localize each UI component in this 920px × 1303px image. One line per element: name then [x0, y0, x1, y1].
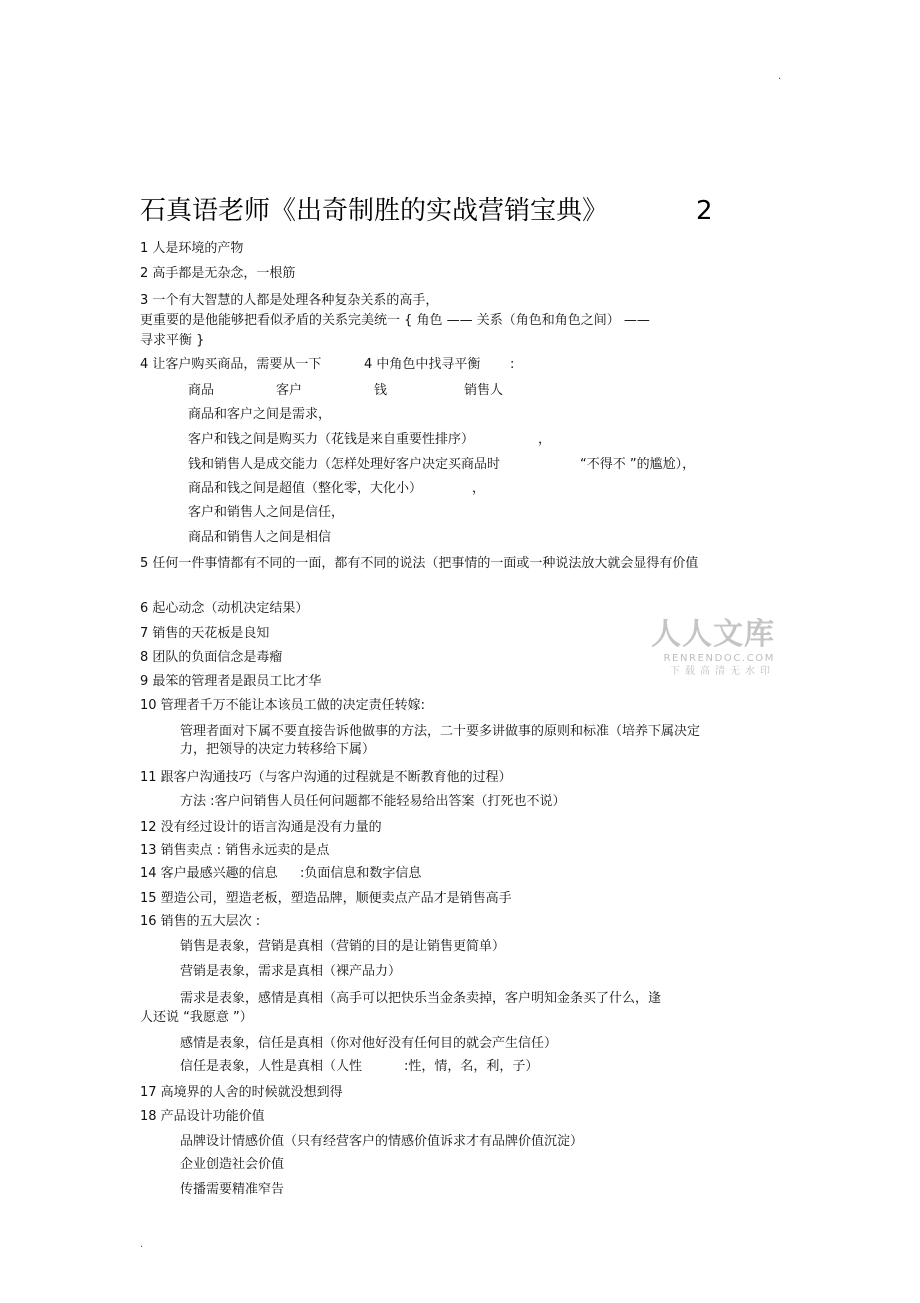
item-2: 2 高手都是无杂念，一根筋: [140, 266, 296, 281]
item-16: 16 销售的五大层次 :: [140, 914, 261, 929]
item-6: 6 起心动念（动机决定结果）: [140, 601, 309, 616]
item-16-level-4: 感情是表象，信任是真相（你对他好没有任何目的就会产生信任）: [180, 1036, 558, 1051]
item-8: 8 团队的负面信念是毒瘤: [140, 650, 283, 665]
item-18-communication: 传播需要精准窄告: [180, 1182, 285, 1197]
item-4-text: 4 让客户购买商品，需要从一下: [140, 357, 322, 372]
watermark-brand: 人人文库: [651, 617, 775, 652]
relation-1: 商品和客户之间是需求，: [188, 407, 332, 422]
role-product: 商品: [188, 383, 215, 398]
item-4-roles-intro: 4 中角色中找寻平衡: [364, 357, 481, 372]
item-9: 9 最笨的管理者是跟员工比才华: [140, 674, 322, 689]
item-16-level-2: 营销是表象，需求是真相（裸产品力）: [180, 964, 402, 979]
watermark-url: RENRENDOC.COM: [663, 653, 775, 664]
role-money: 钱: [374, 383, 388, 398]
item-16-level-3-line-1: 需求是表象，感情是真相（高手可以把快乐当金条卖掉，客户明知金条买了什么，逢: [180, 991, 662, 1006]
item-17: 17 高境界的人舍的时候就没想到得: [140, 1085, 343, 1100]
title-text: 石真语老师《出奇制胜的实战营销宝典》: [140, 196, 609, 226]
role-customer: 客户: [276, 383, 303, 398]
corner-dot: .: [140, 1239, 144, 1250]
item-13: 13 销售卖点 : 销售永远卖的是点: [140, 843, 330, 858]
document-page: . 石真语老师《出奇制胜的实战营销宝典》 2 1 人是环境的产物 2 高手都是无杂念，一根筋 3 一个有大智慧的人都是处理各种复杂关系的高手， 更重要的是他能够把看似矛盾的关系完美统一 { 角色 —— 关系（角色和角色之间） —— 寻求平衡 } 4 让客户购买商品，需要从一下 4 中角色中找寻平衡 : 商品 客户 钱 销售人 商品和客户之间是需求， 客户和钱之间是购买力（花钱是来自重要性排序） ， 钱和销售人是成交能力（怎样处理好客户决定买商品时 “不得不 ”的尴尬）， 商品和钱之间是超值（整化零，大化小） ， 客户和销售人之间是信任， 商品和销售人之间是相信 5 任何一件事情都有不同的一面，都有不同的说法（把事情的一面或一种说法放大就会显得有价值 6 起心动念（动机决定结果） 7 销售的天花板是良知 8 团队的负面信念是毒瘤 9 最笨的管理者是跟员工比才华 10 管理者千万不能让本该员工做的决定责任转嫁: 管理者面对下属不要直接告诉他做事的方法，二十要多讲做事的原则和标准（培养下属决定力，把领导的决定力转移给下属） 11 跟客户沟通技巧（与客户沟通的过程就是不断教育他的过程） 方法 :客户问销售人员任何问题都不能轻易给出答案（打死也不说） 12 没有经过设计的语言沟通是没有力量的 13 销售卖点 : 销售永远卖的是点 14 客户最感兴趣的信息 :负面信息和数字信息 15 塑造公司，塑造老板，塑造品牌，顺便卖点产品才是销售高手 16 销售的五大层次 : 销售是表象，营销是真相（营销的目的是让销售更简单） 营销是表象，需求是真相（裸产品力） 需求是表象，感情是真相（高手可以把快乐当金条卖掉，客户明知金条买了什么，逢 人还说 “我愿意 ”） 感情是表象，信任是真相（你对他好没有任何目的就会产生信任） 信任是表象，人性是真相（人性 :性，情，名，利，子） 17 高境界的人舍的时候就没想到得 18 产品设计功能价值 品牌设计情感价值（只有经营客户的情感价值诉求才有品牌价值沉淀） 企业创造社会价值 传播需要精准窄告 人人文库 RENRENDOC.COM 下载高清无水印 .: [140, 71, 782, 1250]
item-4-colon: :: [510, 357, 515, 372]
watermark-tagline: 下载高清无水印: [670, 666, 775, 677]
item-1: 1 人是环境的产物: [140, 241, 244, 256]
title-number: 2: [696, 196, 713, 226]
role-salesperson: 销售人: [464, 383, 504, 398]
corner-dot: .: [778, 71, 782, 82]
relation-6: 商品和销售人之间是相信: [188, 530, 332, 545]
item-18: 18 产品设计功能价值: [140, 1109, 265, 1124]
item-3-line-1: 3 一个有大智慧的人都是处理各种复杂关系的高手，: [140, 293, 439, 308]
item-11-detail: 方法 :客户问销售人员任何问题都不能轻易给出答案（打死也不说）: [180, 794, 566, 809]
item-7: 7 销售的天花板是良知: [140, 626, 270, 641]
item-18-brand: 品牌设计情感价值（只有经营客户的情感价值诉求才有品牌价值沉淀）: [180, 1134, 584, 1149]
item-16-level-1: 销售是表象，营销是真相（营销的目的是让销售更简单）: [180, 939, 506, 954]
item-3-line-2: 更重要的是他能够把看似矛盾的关系完美统一 { 角色 —— 关系（角色和角色之间） ——: [140, 313, 650, 328]
watermark: [645, 618, 775, 678]
item-18-enterprise: 企业创造社会价值: [180, 1157, 285, 1172]
relation-5: 客户和销售人之间是信任，: [188, 505, 345, 520]
item-16-level-3-line-2: 人还说 “我愿意 ”）: [140, 1010, 253, 1025]
item-10: 10 管理者千万不能让本该员工做的决定责任转嫁:: [140, 698, 426, 713]
item-12: 12 没有经过设计的语言沟通是没有力量的: [140, 820, 382, 835]
item-15: 15 塑造公司，塑造老板，塑造品牌，顺便卖点产品才是销售高手: [140, 891, 512, 906]
document-title: [140, 193, 740, 229]
item-3-line-3: 寻求平衡 }: [140, 333, 205, 348]
item-11: 11 跟客户沟通技巧（与客户沟通的过程就是不断教育他的过程）: [140, 770, 512, 785]
item-10-detail: 管理者面对下属不要直接告诉他做事的方法，二十要多讲做事的原则和标准（培养下属决定力，把领导的决定力转移给下属）: [180, 724, 701, 757]
item-5: 5 任何一件事情都有不同的一面，都有不同的说法（把事情的一面或一种说法放大就会显得有价值: [140, 556, 699, 571]
